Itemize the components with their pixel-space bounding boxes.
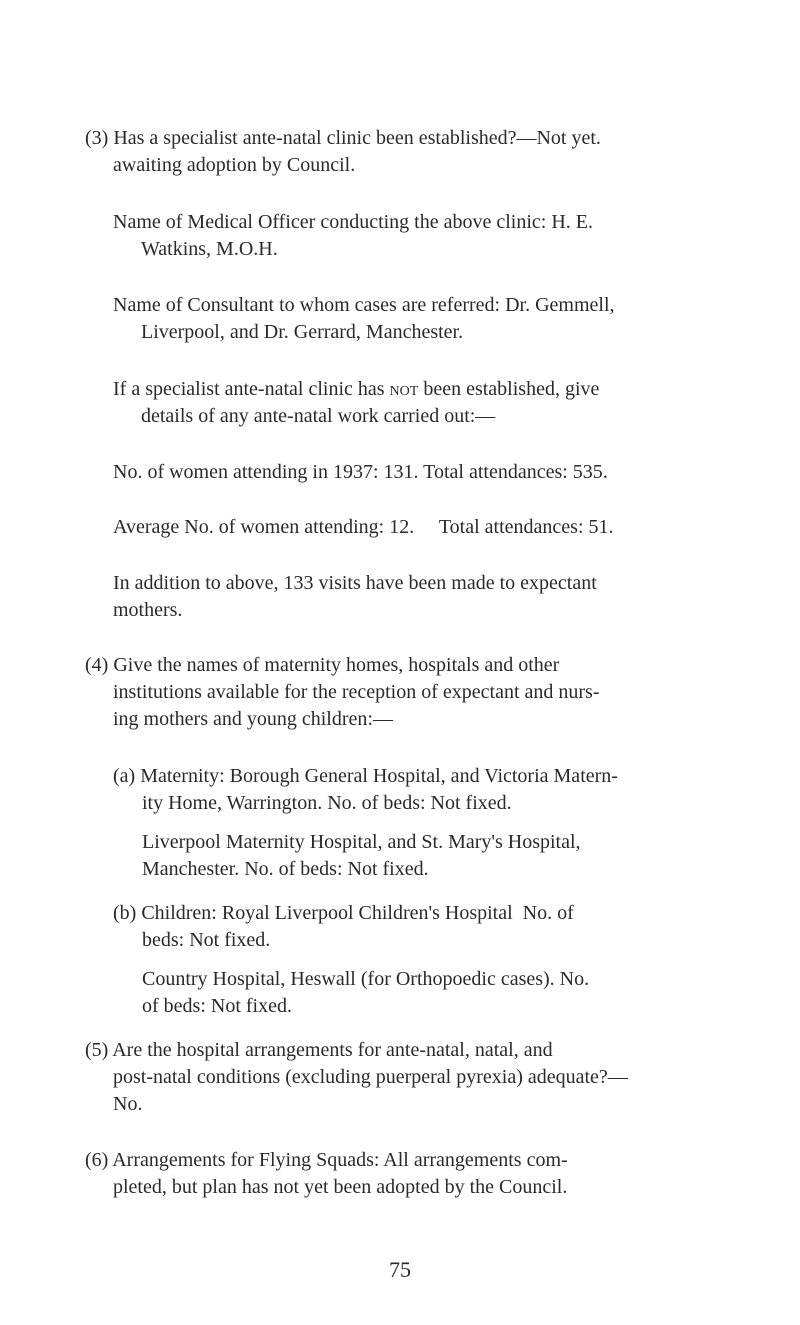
- not-established-line-1: [113, 376, 599, 403]
- average-attendance-line: Average No. of women attending: 12. Total attendances: 51.: [113, 516, 614, 538]
- section-5-line-3: No.: [113, 1093, 143, 1115]
- item-b-line-1: (b) Children: Royal Liverpool Children's Hospital No. of: [113, 902, 574, 924]
- section-5-line-1: (5) Are the hospital arrangements for ante-natal, natal, and: [85, 1039, 553, 1061]
- section-6-line-2: pleted, but plan has not yet been adopted by the Council.: [113, 1176, 568, 1198]
- item-a-line-4: Manchester. No. of beds: Not fixed.: [142, 858, 429, 880]
- section-3-line-1: (3) Has a specialist ante-natal clinic been established?—Not yet.: [85, 127, 601, 149]
- item-b-line-3: Country Hospital, Heswall (for Orthopoedic cases). No.: [142, 968, 590, 990]
- section-6-line-1: (6) Arrangements for Flying Squads: All arrangements com-: [85, 1149, 568, 1171]
- item-a-line-1: (a) Maternity: Borough General Hospital, and Victoria Matern-: [113, 765, 618, 787]
- not-established-paragraph: [113, 376, 599, 430]
- not-established-line-2: details of any ante-natal work carried out:—: [141, 405, 496, 427]
- section-3-question: [85, 125, 601, 179]
- item-a-maternity: [113, 763, 618, 883]
- item-a-line-3: Liverpool Maternity Hospital, and St. Mary's Hospital,: [142, 831, 581, 853]
- item-a-line-2: ity Home, Warrington. No. of beds: Not fixed.: [142, 792, 512, 814]
- item-b-line-2: beds: Not fixed.: [142, 929, 271, 951]
- consultant-paragraph: [113, 292, 615, 346]
- medical-officer-line-2: Watkins, M.O.H.: [141, 238, 278, 260]
- section-6-question: [85, 1147, 568, 1201]
- section-4-line-2: institutions available for the reception of expectant and nurs-: [113, 681, 600, 703]
- not-emphasis: not: [389, 378, 419, 400]
- section-3-line-2: awaiting adoption by Council.: [113, 154, 356, 176]
- visits-paragraph: [113, 570, 597, 624]
- section-4-line-3: ing mothers and young children:—: [113, 708, 393, 730]
- medical-officer-paragraph: [113, 209, 593, 263]
- section-5-line-2: post-natal conditions (excluding puerperal pyrexia) adequate?—: [113, 1066, 628, 1088]
- visits-line-1: In addition to above, 133 visits have been made to expectant: [113, 572, 597, 594]
- item-b-line-4: of beds: Not fixed.: [142, 995, 292, 1017]
- visits-line-2: mothers.: [113, 599, 183, 621]
- women-attending-line: No. of women attending in 1937: 131. Total attendances: 535.: [113, 461, 608, 483]
- not-established-text-before: If a specialist ante-natal clinic has: [113, 378, 390, 400]
- item-b-children: [113, 900, 589, 1020]
- not-established-text-after: been established, give: [418, 378, 600, 400]
- medical-officer-line-1: Name of Medical Officer conducting the above clinic: H. E.: [113, 211, 594, 233]
- section-5-question: [85, 1037, 628, 1118]
- consultant-line-2: Liverpool, and Dr. Gerrard, Manchester.: [141, 321, 464, 343]
- section-4-line-1: (4) Give the names of maternity homes, hospitals and other: [85, 654, 560, 676]
- page-number: 75: [389, 1257, 411, 1282]
- consultant-line-1: Name of Consultant to whom cases are referred: Dr. Gemmell,: [113, 294, 615, 316]
- section-4-question: [85, 652, 600, 733]
